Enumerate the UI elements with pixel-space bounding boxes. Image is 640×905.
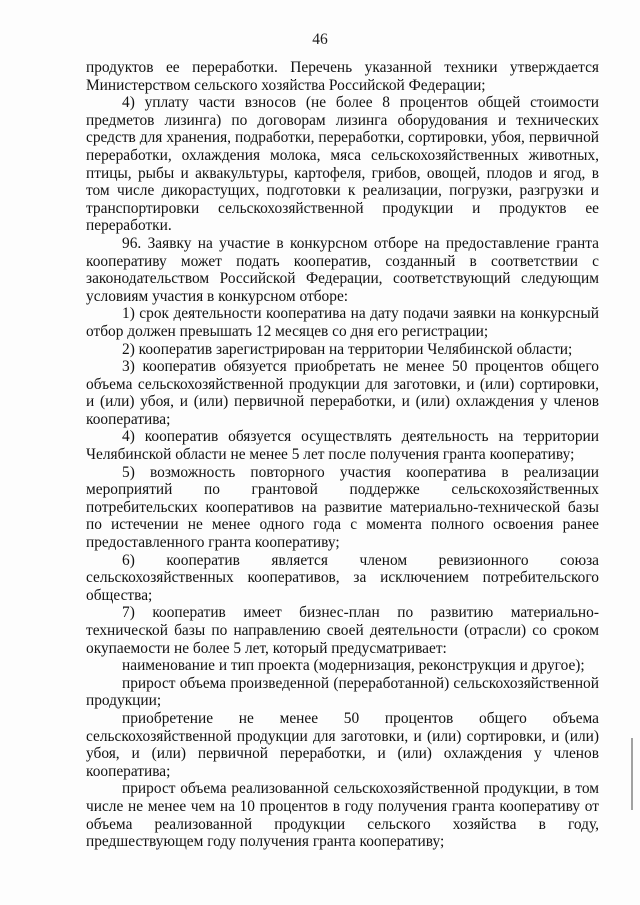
paragraph: прирост объема реализованной сельскохозяйственной продукции, в том числе не менее чем на 10 процентов в году получения гранта кооперативу от объема реализованной продукции сельского хозяйства в году, предшествующем году получения гранта кооперативу; (86, 780, 599, 851)
paragraph: приобретение не менее 50 процентов общего объема сельскохозяйственной продукции для заготовки, и (или) сортировки, и (или) убоя, и (или) первичной переработки, и (или) охлаждения у членов кооператива; (86, 709, 599, 780)
paragraph: наименование и тип проекта (модернизация, реконструкция и другое); (122, 657, 585, 675)
paragraph: 6) кооператив является членом ревизионного союза сельскохозяйственных кооперативов, за исключением потребительского общества; (86, 551, 599, 604)
page-number: 46 (312, 31, 328, 48)
paragraph: 1) срок деятельности кооператива на дату подачи заявки на конкурсный отбор должен превышать 12 месяцев со дня его регистрации; (86, 305, 599, 340)
paragraph: 3) кооператив обязуется приобретать не менее 50 процентов общего объема сельскохозяйственной продукции для заготовки, и (или) сортировки, и (или) убоя, и (или) первичной переработки, и (или) охлаждения у членов кооператива; (86, 358, 599, 428)
paragraph: 7) кооператив имеет бизнес-план по развитию материально-технической базы по направлению своей деятельности (отрасли) со сроком окупаемости не более 5 лет, который предусматривает: (86, 604, 599, 657)
paragraph: 4) уплату части взносов (не более 8 процентов общей стоимости предметов лизинга) по договорам лизинга оборудования и технических средств для хранения, подработки, переработки, сортировки, убоя, первичной переработки, охлаждения молока, мяса сельскохозяйственных животных, птицы, рыбы и аквакультуры, картофеля, грибов, овощей, плодов и ягод, в том числе дикорастущих, подготовки к реализации, погрузки, разгрузки и транспортировки сельскохозяйственной продукции и продуктов ее переработки. (86, 94, 599, 235)
paragraph: 2) кооператив зарегистрирован на территории Челябинской области; (122, 340, 573, 358)
scan-edge-mark (631, 738, 633, 810)
paragraph: 5) возможность повторного участия кооператива в реализации мероприятий по грантовой поддержке сельскохозяйственных потребительских кооперативов на развитие материально-технической базы по истечении не менее одного года с момента полного освоения ранее предоставленного гранта кооперативу; (86, 463, 599, 552)
paragraph: прирост объема произведенной (переработанной) сельскохозяйственной продукции; (86, 674, 599, 710)
paragraph: 4) кооператив обязуется осуществлять деятельность на территории Челябинской области не менее 5 лет после получения гранта кооперативу; (86, 428, 599, 464)
paragraph: продуктов ее переработки. Перечень указанной техники утверждается Министерством сельского хозяйства Российской Федерации; (86, 59, 599, 94)
paragraph: 96. Заявку на участие в конкурсном отборе на предоставление гранта кооперативу может подать кооператив, созданный в соответствии с законодательством Российской Федерации, соответствующий следующим условиям участия в конкурсном отборе: (86, 234, 599, 305)
document-body (86, 59, 599, 851)
